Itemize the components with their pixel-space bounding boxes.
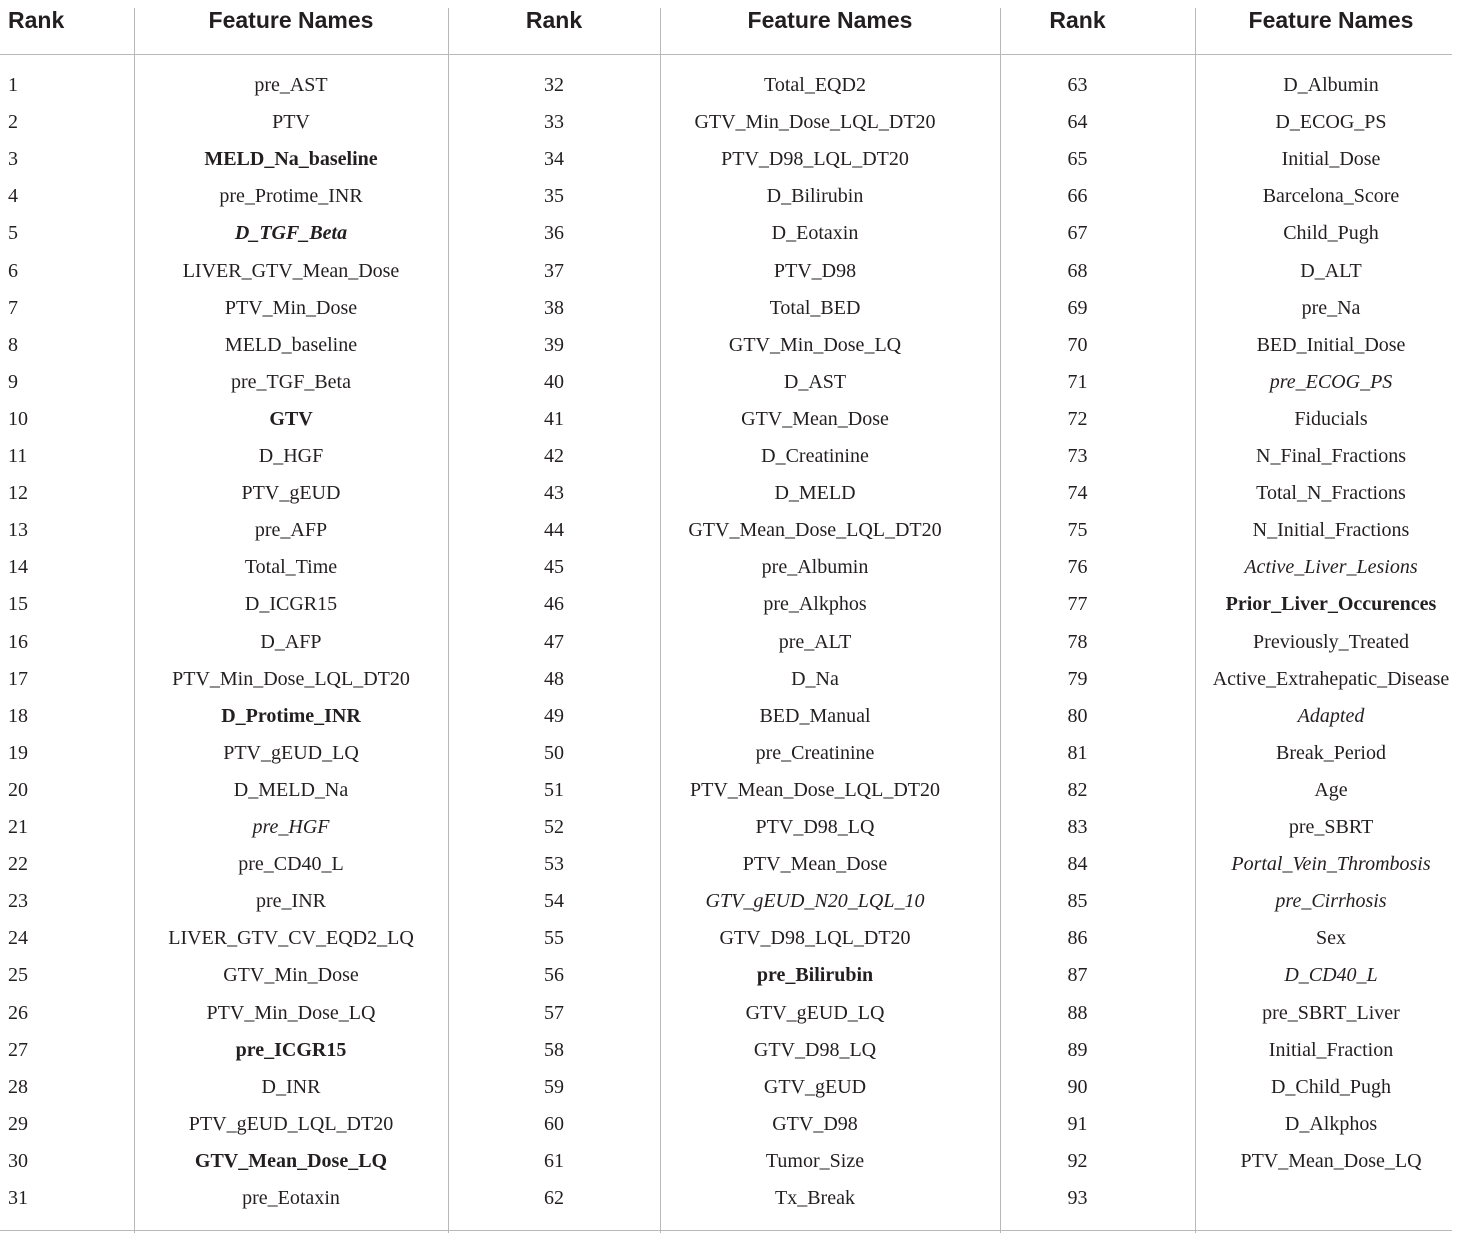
feature-name-cell: D_Na — [791, 667, 839, 690]
rank-cell: 3 — [8, 148, 18, 171]
header-feature-names-3: Feature Names — [1248, 7, 1414, 33]
feature-name-cell: PTV_gEUD_LQ — [223, 741, 359, 764]
rank-cell: 15 — [8, 593, 28, 616]
rank-cell: 33 — [544, 111, 564, 134]
feature-name-cell: GTV_Mean_Dose_LQL_DT20 — [688, 519, 942, 542]
feature-name-cell: D_ECOG_PS — [1275, 111, 1387, 134]
rank-cell: 26 — [8, 1001, 28, 1024]
rank-cell: 70 — [1067, 333, 1088, 356]
rank-cell: 71 — [1067, 370, 1088, 393]
rank-cell: 39 — [544, 333, 564, 356]
feature-name-cell: D_ALT — [1300, 259, 1362, 282]
feature-name-cell: GTV_Mean_Dose — [741, 407, 889, 430]
feature-name-cell: PTV_gEUD — [241, 482, 341, 505]
rank-cell: 64 — [1067, 111, 1088, 134]
rank-cell: 31 — [8, 1187, 28, 1209]
rank-cell: 75 — [1067, 519, 1088, 542]
rank-cell: 18 — [8, 704, 28, 727]
feature-name-cell: pre_AFP — [254, 519, 328, 542]
rank-cell: 30 — [8, 1149, 28, 1172]
rank-cell: 42 — [544, 445, 564, 467]
feature-name-cell: PTV_Min_Dose_LQ — [206, 1001, 376, 1024]
rank-cell: 44 — [544, 519, 564, 542]
rank-cell: 22 — [8, 853, 28, 876]
rank-cell: 35 — [544, 185, 564, 208]
feature-name-cell: Tumor_Size — [765, 1149, 865, 1172]
rank-cell: 7 — [8, 296, 18, 319]
rank-cell: 63 — [1067, 74, 1088, 96]
rank-cell: 40 — [544, 370, 564, 393]
rank-cell: 27 — [8, 1038, 28, 1061]
header-rank-2: Rank — [525, 7, 583, 33]
feature-name-cell: D_INR — [261, 1075, 321, 1098]
feature-name-cell: pre_Alkphos — [763, 593, 867, 616]
rank-cell: 28 — [8, 1075, 28, 1098]
rank-cell: 34 — [544, 148, 564, 171]
rank-cell: 58 — [544, 1038, 564, 1061]
rank-cell: 38 — [544, 296, 564, 319]
feature-name-cell: PTV_gEUD_LQL_DT20 — [188, 1112, 394, 1135]
header-feature-names-1: Feature Names — [208, 7, 374, 33]
feature-name-cell: pre_ALT — [778, 630, 852, 653]
feature-name-cell: BED_Manual — [759, 704, 871, 727]
feature-name-cell: pre_SBRT_Liver — [1262, 1001, 1400, 1024]
rank-cell: 52 — [544, 816, 564, 838]
feature-name-cell: Initial_Dose — [1281, 148, 1381, 171]
rank-cell: 65 — [1067, 148, 1088, 171]
rank-cell: 16 — [8, 630, 28, 653]
rank-cell: 59 — [544, 1075, 564, 1098]
feature-name-cell: D_Creatinine — [761, 445, 869, 467]
rank-cell: 2 — [8, 111, 18, 134]
rank-cell: 62 — [544, 1187, 564, 1209]
rank-cell: 87 — [1067, 964, 1088, 987]
rank-cell: 69 — [1067, 296, 1088, 319]
rank-cell: 88 — [1067, 1001, 1088, 1024]
rank-cell: 32 — [544, 74, 564, 96]
rank-cell: 25 — [8, 964, 28, 987]
feature-name-cell: pre_Albumin — [761, 556, 869, 579]
rank-cell: 48 — [544, 667, 564, 690]
feature-name-cell: pre_TGF_Beta — [231, 370, 351, 393]
rank-cell: 37 — [544, 259, 564, 282]
feature-name-cell: D_ICGR15 — [244, 593, 338, 616]
rank-cell: 47 — [544, 630, 564, 653]
feature-name-cell: D_MELD — [774, 482, 856, 505]
rank-cell: 92 — [1067, 1149, 1088, 1172]
feature-name-cell: PTV — [272, 111, 310, 134]
rank-cell: 23 — [8, 890, 28, 913]
feature-name-cell: MELD_baseline — [224, 333, 358, 356]
feature-name-cell: Age — [1314, 778, 1348, 801]
feature-name-cell: pre_ECOG_PS — [1269, 370, 1393, 393]
feature-name-cell: GTV_D98_LQL_DT20 — [719, 927, 911, 950]
feature-name-cell: Total_Time — [244, 556, 338, 579]
rank-cell: 41 — [544, 407, 564, 430]
feature-name-cell: N_Initial_Fractions — [1252, 519, 1410, 542]
rank-cell: 82 — [1067, 778, 1088, 801]
rank-cell: 13 — [8, 519, 28, 542]
rank-cell: 81 — [1067, 741, 1088, 764]
rank-cell: 80 — [1067, 704, 1088, 727]
rank-cell: 55 — [544, 927, 564, 950]
feature-name-cell: D_Eotaxin — [771, 222, 859, 245]
feature-name-cell: pre_Protime_INR — [219, 185, 363, 208]
feature-name-cell: GTV_Min_Dose_LQ — [728, 333, 902, 356]
rank-cell: 19 — [8, 741, 28, 764]
feature-name-cell: GTV_gEUD_LQ — [745, 1001, 885, 1024]
rank-cell: 72 — [1067, 407, 1088, 430]
feature-name-cell: pre_Eotaxin — [242, 1187, 340, 1209]
rank-cell: 8 — [8, 333, 18, 356]
feature-name-cell: D_Albumin — [1283, 74, 1379, 96]
rank-cell: 68 — [1067, 259, 1088, 282]
header-divider — [0, 54, 1452, 55]
header-rank-1: Rank — [8, 7, 65, 33]
feature-name-cell: PTV_Min_Dose — [224, 296, 358, 319]
feature-name-cell: D_MELD_Na — [233, 778, 349, 801]
rank-cell: 46 — [544, 593, 564, 616]
feature-name-cell: D_AST — [783, 370, 847, 393]
rank-cell: 4 — [8, 185, 18, 208]
rank-cell: 57 — [544, 1001, 564, 1024]
feature-name-cell: Active_Liver_Lesions — [1244, 556, 1418, 579]
feature-name-cell: GTV — [269, 407, 313, 430]
feature-name-cell: pre_Na — [1301, 296, 1361, 319]
rank-cell: 67 — [1067, 222, 1088, 245]
feature-name-cell: Barcelona_Score — [1262, 185, 1400, 208]
feature-name-cell: Fiducials — [1294, 407, 1368, 430]
table-bottom-rule — [0, 1230, 1452, 1231]
rank-cell: 93 — [1067, 1187, 1088, 1209]
feature-name-cell: pre_Creatinine — [755, 741, 875, 764]
feature-name-cell: Total_BED — [769, 296, 861, 319]
feature-name-cell: GTV_Min_Dose — [223, 964, 359, 987]
feature-name-cell: Sex — [1316, 927, 1346, 950]
rank-cell: 60 — [544, 1112, 564, 1135]
header-rank-3: Rank — [1049, 7, 1106, 33]
feature-name-cell: Active_Extrahepatic_Disease — [1212, 667, 1450, 690]
feature-name-cell: Break_Period — [1276, 741, 1386, 764]
rank-cell: 17 — [8, 667, 28, 690]
rank-cell: 6 — [8, 259, 18, 282]
feature-name-cell: pre_Bilirubin — [756, 964, 874, 987]
feature-name-cell: pre_INR — [256, 890, 326, 913]
rank-cell: 53 — [544, 853, 564, 876]
feature-name-cell: Total_N_Fractions — [1256, 482, 1406, 505]
rank-cell: 61 — [544, 1149, 564, 1172]
rank-cell: 56 — [544, 964, 564, 987]
feature-name-cell: PTV_D98 — [773, 259, 857, 282]
feature-name-cell: GTV_gEUD — [763, 1075, 867, 1098]
feature-name-cell: PTV_Min_Dose_LQL_DT20 — [172, 667, 410, 690]
rank-cell: 66 — [1067, 185, 1088, 208]
rank-cell: 49 — [544, 704, 564, 727]
feature-name-cell: Previously_Treated — [1253, 630, 1409, 653]
feature-name-cell: MELD_Na_baseline — [204, 148, 378, 171]
rank-cell: 54 — [544, 890, 564, 913]
feature-name-cell: pre_SBRT — [1288, 816, 1374, 838]
feature-name-cell: PTV_Mean_Dose_LQ — [1240, 1149, 1422, 1172]
feature-name-cell — [1195, 1180, 1460, 1217]
rank-cell: 45 — [544, 556, 564, 579]
feature-name-cell: LIVER_GTV_Mean_Dose — [182, 259, 400, 282]
rank-cell: 43 — [544, 482, 564, 505]
rank-cell: 86 — [1067, 927, 1088, 950]
feature-name-cell: pre_AST — [254, 74, 328, 96]
rank-cell: 76 — [1067, 556, 1088, 579]
rank-cell: 90 — [1067, 1075, 1088, 1098]
feature-name-cell: Adapted — [1297, 704, 1365, 727]
rank-cell: 83 — [1067, 816, 1088, 838]
rank-cell: 50 — [544, 741, 564, 764]
feature-name-cell: LIVER_GTV_CV_EQD2_LQ — [168, 927, 414, 950]
feature-name-cell: Initial_Fraction — [1268, 1038, 1394, 1061]
rank-cell: 9 — [8, 370, 18, 393]
rank-cell: 79 — [1067, 667, 1088, 690]
rank-cell: 11 — [8, 445, 28, 467]
rank-cell: 10 — [8, 407, 28, 430]
rank-cell: 91 — [1067, 1112, 1088, 1135]
rank-cell: 85 — [1067, 890, 1088, 913]
rank-cell: 89 — [1067, 1038, 1088, 1061]
rank-cell: 24 — [8, 927, 28, 950]
feature-name-cell: Tx_Break — [775, 1187, 855, 1209]
feature-name-cell: GTV_D98 — [772, 1112, 858, 1135]
feature-name-cell: GTV_Mean_Dose_LQ — [194, 1149, 388, 1172]
feature-name-cell: D_Bilirubin — [766, 185, 864, 208]
feature-name-cell: BED_Initial_Dose — [1256, 333, 1406, 356]
feature-name-cell: D_AFP — [260, 630, 322, 653]
rank-cell: 51 — [544, 778, 564, 801]
feature-name-cell: GTV_D98_LQ — [753, 1038, 877, 1061]
rank-cell: 12 — [8, 482, 28, 505]
feature-name-cell: Total_EQD2 — [764, 74, 866, 96]
feature-name-cell: Portal_Vein_Thrombosis — [1231, 853, 1431, 876]
header-feature-names-2: Feature Names — [747, 7, 913, 33]
rank-cell: 5 — [8, 222, 18, 245]
feature-name-cell: GTV_Min_Dose_LQL_DT20 — [694, 111, 936, 134]
feature-name-cell: pre_HGF — [252, 816, 330, 838]
feature-name-cell: PTV_Mean_Dose — [742, 853, 888, 876]
rank-cell: 78 — [1067, 630, 1088, 653]
rank-cell: 14 — [8, 556, 28, 579]
feature-name-cell: D_Protime_INR — [221, 704, 361, 727]
rank-cell: 1 — [8, 74, 18, 96]
rank-cell: 29 — [8, 1112, 28, 1135]
feature-name-cell: pre_Cirrhosis — [1275, 890, 1387, 913]
feature-name-cell: D_Child_Pugh — [1270, 1075, 1392, 1098]
feature-name-cell: PTV_D98_LQ — [755, 816, 875, 838]
feature-name-cell: D_TGF_Beta — [234, 222, 348, 245]
feature-name-cell: pre_CD40_L — [238, 853, 344, 876]
feature-name-cell: D_HGF — [258, 445, 324, 467]
feature-name-cell: Child_Pugh — [1283, 222, 1379, 245]
feature-name-cell: D_Alkphos — [1284, 1112, 1378, 1135]
feature-name-cell: N_Final_Fractions — [1256, 445, 1406, 467]
rank-cell: 73 — [1067, 445, 1088, 467]
feature-name-cell: Prior_Liver_Occurences — [1225, 593, 1437, 616]
rank-cell: 84 — [1067, 853, 1088, 876]
rank-cell: 20 — [8, 778, 28, 801]
feature-name-cell: GTV_gEUD_N20_LQL_10 — [705, 890, 925, 913]
rank-cell: 36 — [544, 222, 564, 245]
feature-name-cell: PTV_D98_LQL_DT20 — [721, 148, 909, 171]
rank-cell: 74 — [1067, 482, 1088, 505]
feature-name-cell: D_CD40_L — [1284, 964, 1378, 987]
rank-cell: 77 — [1067, 593, 1088, 616]
feature-name-cell: pre_ICGR15 — [235, 1038, 347, 1061]
rank-cell: 21 — [8, 816, 28, 838]
feature-name-cell: PTV_Mean_Dose_LQL_DT20 — [690, 778, 940, 801]
